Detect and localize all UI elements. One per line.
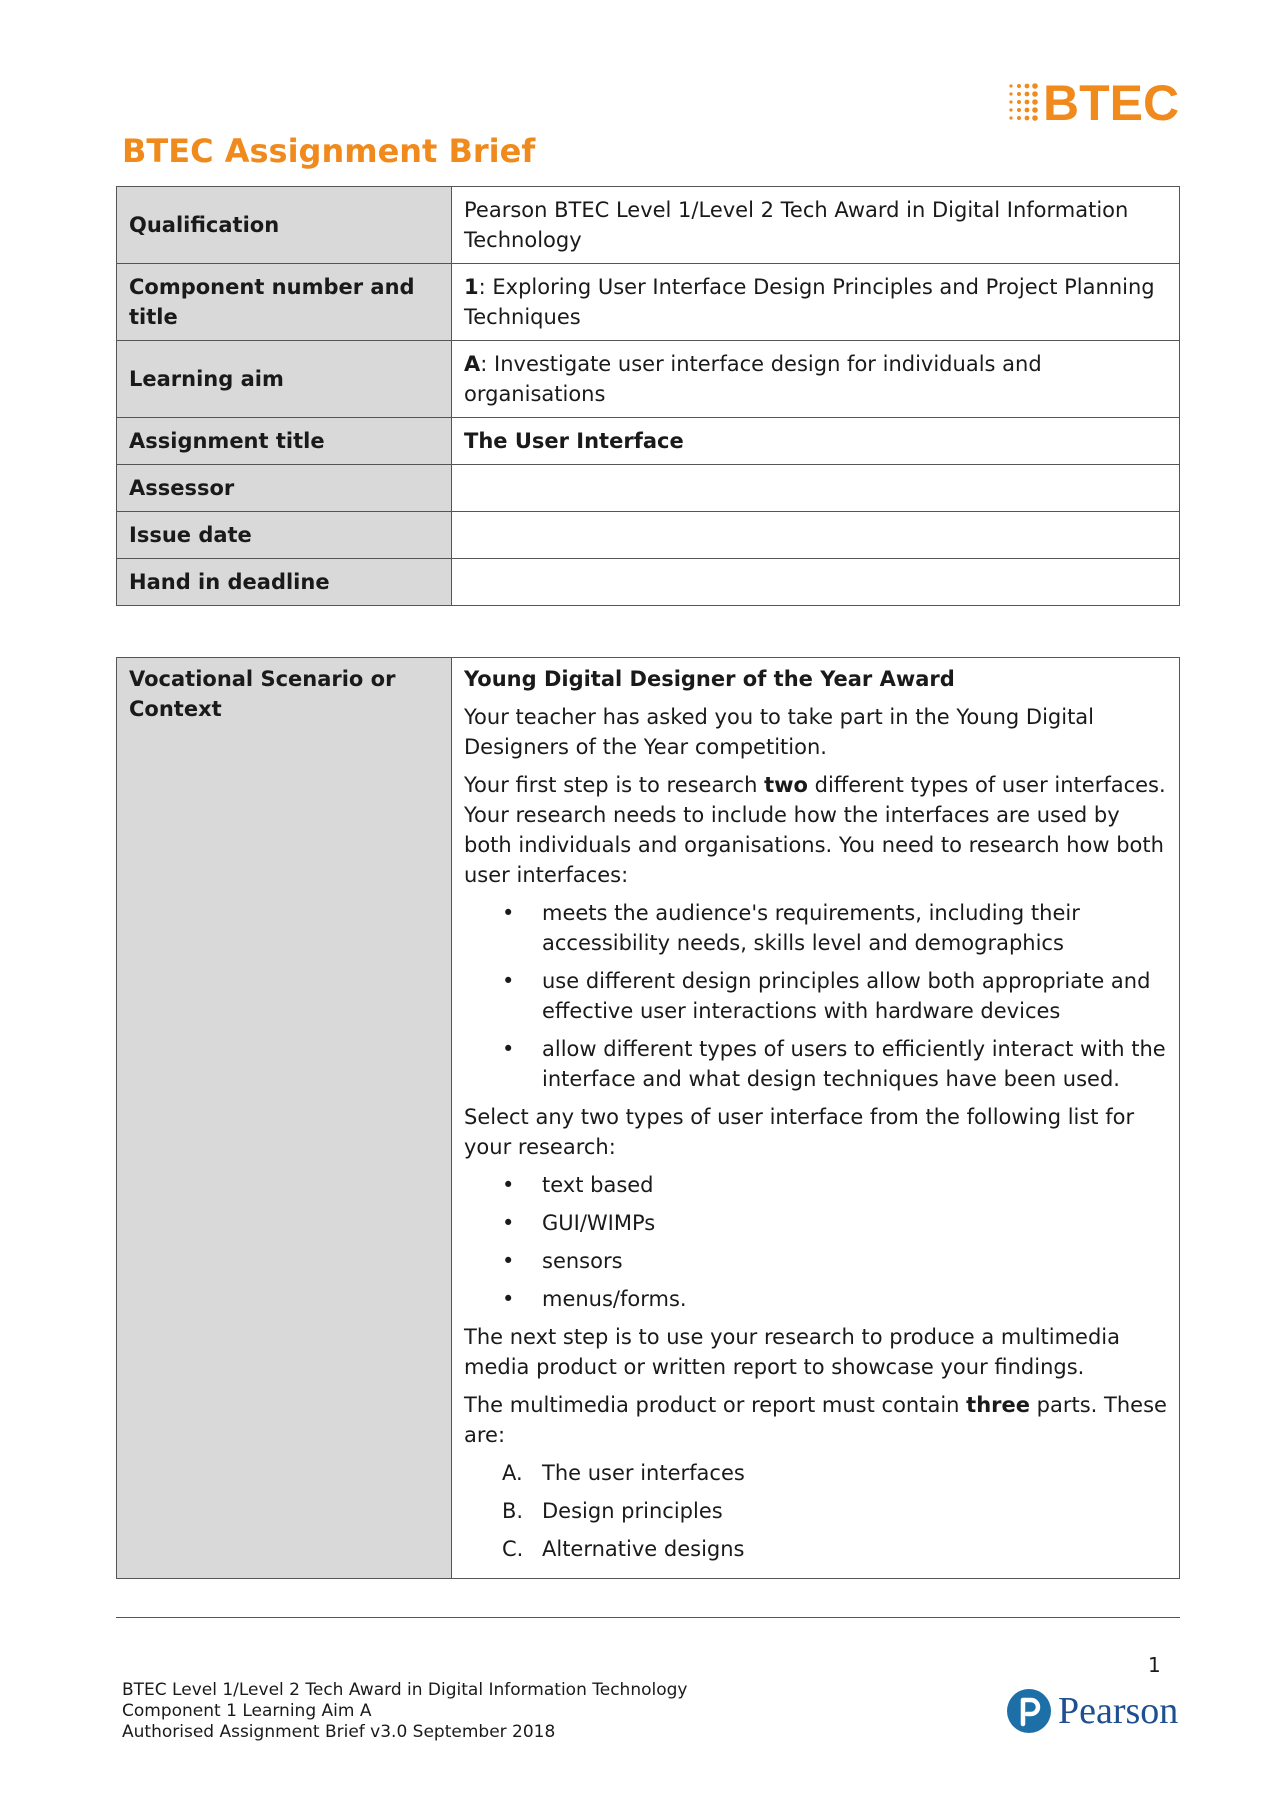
- details-table: [116, 186, 1180, 606]
- table-row: [117, 418, 1180, 465]
- qualification-label: Qualification: [117, 187, 452, 264]
- learning-aim-text: : Investigate user interface design for individuals and organisations: [464, 352, 1042, 406]
- learning-aim-label: Learning aim: [117, 341, 452, 418]
- list-item: • sensors: [464, 1246, 1167, 1276]
- list-item: [464, 1458, 1167, 1488]
- assignment-title-value: The User Interface: [452, 418, 1180, 465]
- component-number: 1: [464, 275, 479, 299]
- list-item: [464, 1496, 1167, 1526]
- scenario-heading: Young Digital Designer of the Year Award: [464, 667, 955, 691]
- text-run-bold: two: [764, 773, 808, 797]
- interface-types-bullets: [464, 1170, 1167, 1314]
- list-marker: B.: [502, 1499, 524, 1523]
- table-row: [117, 341, 1180, 418]
- list-text: The user interfaces: [542, 1461, 745, 1485]
- scenario-label: Vocational Scenario or Context: [117, 658, 452, 1579]
- list-text: Alternative designs: [542, 1537, 745, 1561]
- scenario-table: [116, 657, 1180, 1579]
- scenario-paragraph-3: Select any two types of user interface from the following list for your research:: [464, 1105, 1135, 1159]
- scenario-paragraph-5: [464, 1390, 1167, 1450]
- hand-in-deadline-label: Hand in deadline: [117, 559, 452, 606]
- footer-divider: [116, 1617, 1180, 1618]
- issue-date-label: Issue date: [117, 512, 452, 559]
- scenario-paragraph-2: [464, 770, 1167, 890]
- text-run: parts. These are:: [464, 1393, 1167, 1447]
- page-number: 1: [1148, 1653, 1161, 1677]
- learning-aim-value: [452, 341, 1180, 418]
- footer-line-3: Authorised Assignment Brief v3.0 September 2018: [122, 1722, 556, 1742]
- text-run: Your first step is to research: [464, 773, 765, 797]
- table-row: [117, 187, 1180, 264]
- table-row: [117, 559, 1180, 606]
- scenario-content: [452, 658, 1180, 1579]
- list-item: • allow different types of users to efficiently interact with the interface and what design techniques have been used.: [464, 1034, 1167, 1094]
- pearson-wordmark: Pearson: [1058, 1690, 1179, 1732]
- learning-aim-letter: A: [464, 352, 481, 376]
- list-text: Design principles: [542, 1499, 723, 1523]
- parts-list: [464, 1458, 1167, 1564]
- btec-logo-text: BTEC: [1043, 75, 1180, 131]
- btec-logo: [1005, 75, 1180, 131]
- text-run: The multimedia product or report must contain: [464, 1393, 967, 1417]
- component-label: Component number and title: [117, 264, 452, 341]
- table-row: [117, 264, 1180, 341]
- table-row: [117, 658, 1180, 1579]
- text-run-bold: three: [966, 1393, 1030, 1417]
- qualification-value: Pearson BTEC Level 1/Level 2 Tech Award in Digital Information Technology: [452, 187, 1180, 264]
- btec-dots-icon: [1005, 80, 1039, 126]
- list-item: • text based: [464, 1170, 1167, 1200]
- pearson-p-icon: [1006, 1688, 1052, 1734]
- text-run: different types of user interfaces. Your research needs to include how the interfaces are used by both individuals and organisations. You need to research how both user interfaces:: [464, 773, 1166, 887]
- footer-line-1: BTEC Level 1/Level 2 Tech Award in Digital Information Technology: [122, 1680, 688, 1700]
- list-item: • GUI/WIMPs: [464, 1208, 1167, 1238]
- scenario-paragraph-4: The next step is to use your research to produce a multimedia media product or written report to showcase your findings.: [464, 1325, 1121, 1379]
- table-row: [117, 465, 1180, 512]
- list-item: • meets the audience's requirements, including their accessibility needs, skills level and demographics: [464, 898, 1167, 958]
- list-marker: C.: [502, 1537, 524, 1561]
- list-item: [464, 1534, 1167, 1564]
- list-marker: A.: [502, 1461, 523, 1485]
- table-row: [117, 512, 1180, 559]
- research-bullets: [464, 898, 1167, 1094]
- footer-text: [122, 1680, 687, 1743]
- hand-in-deadline-field[interactable]: [452, 559, 1180, 606]
- assessor-label: Assessor: [117, 465, 452, 512]
- footer-line-2: Component 1 Learning Aim A: [122, 1701, 372, 1721]
- assignment-title-label: Assignment title: [117, 418, 452, 465]
- scenario-paragraph-1: Your teacher has asked you to take part in the Young Digital Designers of the Year competition.: [464, 705, 1094, 759]
- pearson-logo: [1006, 1688, 1178, 1734]
- assessor-field[interactable]: [452, 465, 1180, 512]
- list-item: • menus/forms.: [464, 1284, 1167, 1314]
- page-title: BTEC Assignment Brief: [122, 132, 536, 170]
- component-title: : Exploring User Interface Design Principles and Project Planning Techniques: [464, 275, 1155, 329]
- component-value: [452, 264, 1180, 341]
- list-item: • use different design principles allow both appropriate and effective user interactions with hardware devices: [464, 966, 1167, 1026]
- issue-date-field[interactable]: [452, 512, 1180, 559]
